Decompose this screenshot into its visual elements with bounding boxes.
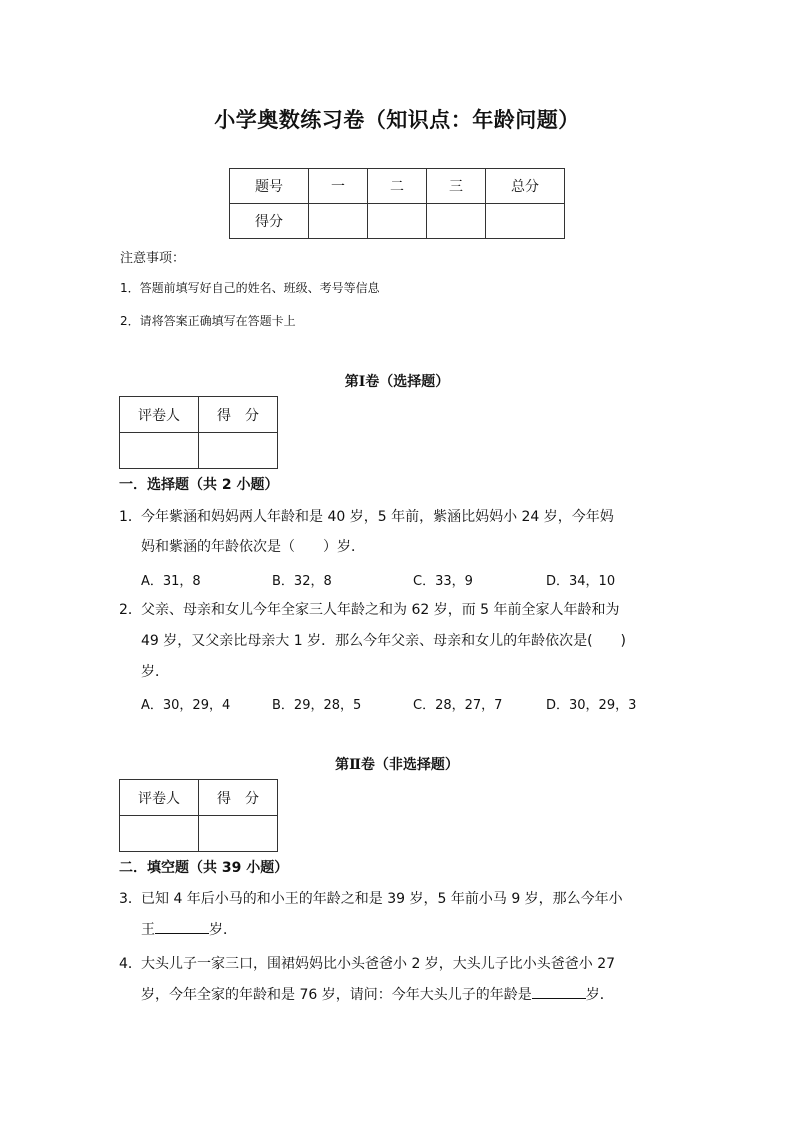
header-cell-part-2: 二 — [368, 169, 427, 204]
question-text-line — [141, 919, 237, 939]
question-number: 2． — [119, 602, 142, 618]
score-label: 得 分 — [199, 780, 278, 816]
reviewer-label: 评卷人 — [120, 780, 199, 816]
score-cell[interactable] — [486, 204, 565, 239]
score-table-score-row — [230, 204, 565, 239]
option-a[interactable]: A．31，8 — [141, 574, 201, 589]
option-b[interactable]: B．29，28，5 — [272, 698, 362, 713]
score-row-label: 得分 — [230, 204, 309, 239]
question-text-line: 大头儿子一家三口，围裙妈妈比小头爸爸小 2 岁，大头儿子比小头爸爸小 27 — [141, 956, 616, 972]
reviewer-cell[interactable] — [120, 433, 199, 469]
option-c[interactable]: C．33，9 — [413, 574, 473, 589]
note-item: 1．答题前填写好自己的姓名、班级、考号等信息 — [120, 281, 380, 295]
question-text-line: 今年紫涵和妈妈两人年龄和是 40 岁，5 年前，紫涵比妈妈小 24 岁，今年妈 — [141, 509, 614, 525]
grader-table — [119, 396, 278, 469]
question-number: 1． — [119, 509, 142, 525]
notes-title: 注意事项： — [120, 251, 186, 266]
score-table — [229, 168, 565, 239]
question-text-line: 49 岁，又父亲比母亲大 1 岁．那么今年父亲、母亲和女儿的年龄依次是( ) — [141, 633, 626, 649]
option-d[interactable]: D．34，10 — [546, 574, 616, 589]
header-cell-part-3: 三 — [427, 169, 486, 204]
page-title: 小学奥数练习卷（知识点：年龄问题） — [214, 108, 580, 132]
question-text-line: 已知 4 年后小马的和小王的年龄之和是 39 岁，5 年前小马 9 岁，那么今年小 — [141, 891, 623, 907]
header-cell-part-1: 一 — [309, 169, 368, 204]
question-text-line: 父亲、母亲和女儿今年全家三人年龄之和为 62 岁，而 5 年前全家人年龄和为 — [141, 602, 620, 618]
question-text-line — [141, 984, 614, 1004]
option-b[interactable]: B．32，8 — [272, 574, 332, 589]
option-c[interactable]: C．28，27，7 — [413, 698, 503, 713]
question-text: 岁． — [585, 987, 614, 1003]
header-cell-question-no: 题号 — [230, 169, 309, 204]
volume-2-title: 第Ⅱ卷（非选择题） — [335, 757, 459, 773]
part-1-title: 一．选择题（共 2 小题） — [119, 477, 279, 493]
part-2-title: 二．填空题（共 39 小题） — [119, 860, 289, 876]
score-cell[interactable] — [427, 204, 486, 239]
score-cell[interactable] — [309, 204, 368, 239]
option-d[interactable]: D．30，29，3 — [546, 698, 637, 713]
question-text: 岁，今年全家的年龄和是 76 岁，请问：今年大头儿子的年龄是 — [141, 987, 532, 1003]
question-number: 4． — [119, 956, 142, 972]
volume-1-title: 第Ⅰ卷（选择题） — [344, 374, 450, 390]
score-label: 得 分 — [199, 397, 278, 433]
question-text-line: 妈和紫涵的年龄依次是（ ）岁． — [141, 539, 365, 555]
score-cell[interactable] — [199, 433, 278, 469]
reviewer-label: 评卷人 — [120, 397, 199, 433]
option-a[interactable]: A．30，29，4 — [141, 698, 231, 713]
grader-table — [119, 779, 278, 852]
question-text-line: 岁． — [141, 664, 169, 680]
header-cell-total: 总分 — [486, 169, 565, 204]
score-cell[interactable] — [368, 204, 427, 239]
note-item: 2．请将答案正确填写在答题卡上 — [120, 314, 296, 328]
score-cell[interactable] — [199, 816, 278, 852]
question-number: 3． — [119, 891, 142, 907]
question-text: 岁． — [209, 922, 237, 938]
answer-blank[interactable] — [155, 919, 209, 934]
reviewer-cell[interactable] — [120, 816, 199, 852]
score-table-header-row — [230, 169, 565, 204]
question-text: 王 — [141, 922, 155, 938]
answer-blank[interactable] — [532, 984, 586, 999]
